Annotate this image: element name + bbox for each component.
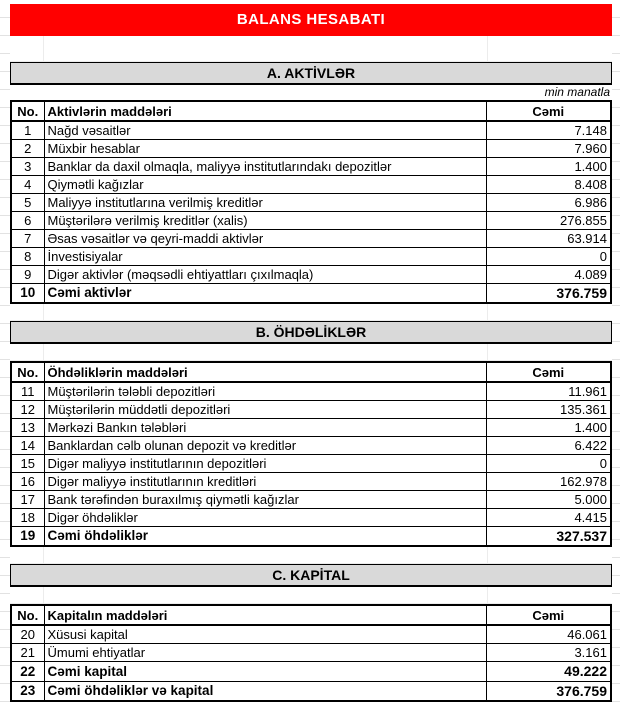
total-row-grand <box>11 681 611 701</box>
col-items-header: Öhdəliklərin maddələri <box>44 362 486 382</box>
table-row <box>11 625 611 643</box>
row-value-cell: 162.978 <box>486 472 611 490</box>
table-row <box>11 229 611 247</box>
col-no-header: No. <box>11 605 44 625</box>
assets-table <box>10 100 612 304</box>
row-value-cell: 376.759 <box>486 681 611 701</box>
row-value-cell: 63.914 <box>486 229 611 247</box>
row-label-cell: Mərkəzi Bankın tələbləri <box>44 418 486 436</box>
row-value-cell: 49.222 <box>486 661 611 681</box>
row-number-cell: 9 <box>11 265 44 283</box>
row-number-cell: 7 <box>11 229 44 247</box>
row-label-cell: Əsas vəsaitlər və qeyri-maddi aktivlər <box>44 229 486 247</box>
row-number-cell: 17 <box>11 490 44 508</box>
row-number-cell: 10 <box>11 283 44 303</box>
right-margin-gridlines <box>612 0 620 708</box>
table-row <box>11 382 611 400</box>
row-number-cell: 12 <box>11 400 44 418</box>
row-number-cell: 18 <box>11 508 44 526</box>
total-row-liabilities <box>11 526 611 546</box>
col-no-header: No. <box>11 362 44 382</box>
row-number-cell: 22 <box>11 661 44 681</box>
spacer <box>10 36 612 62</box>
row-label-cell: Müştərilərə verilmiş kreditlər (xalis) <box>44 211 486 229</box>
row-label-cell: Müxbir hesablar <box>44 139 486 157</box>
row-number-cell: 1 <box>11 121 44 139</box>
row-label-cell: Cəmi öhdəliklər və kapital <box>44 681 486 701</box>
row-value-cell: 276.855 <box>486 211 611 229</box>
table-row <box>11 139 611 157</box>
row-value-cell: 0 <box>486 454 611 472</box>
row-value-cell: 4.415 <box>486 508 611 526</box>
table-row <box>11 490 611 508</box>
col-total-header: Cəmi <box>486 362 611 382</box>
liabilities-header-row <box>11 362 611 382</box>
row-value-cell: 3.161 <box>486 643 611 661</box>
total-row-assets <box>11 283 611 303</box>
table-row <box>11 454 611 472</box>
table-row <box>11 508 611 526</box>
row-number-cell: 8 <box>11 247 44 265</box>
row-value-cell: 6.986 <box>486 193 611 211</box>
table-row <box>11 418 611 436</box>
row-label-cell: Banklar da daxil olmaqla, maliyyə institutlarındakı depozitlər <box>44 157 486 175</box>
row-number-cell: 13 <box>11 418 44 436</box>
table-row <box>11 193 611 211</box>
row-label-cell: Cəmi kapital <box>44 661 486 681</box>
table-row <box>11 400 611 418</box>
row-number-cell: 19 <box>11 526 44 546</box>
row-label-cell: Xüsusi kapital <box>44 625 486 643</box>
row-label-cell: Müştərilərin müddətli depozitləri <box>44 400 486 418</box>
row-label-cell: Digər öhdəliklər <box>44 508 486 526</box>
table-row <box>11 121 611 139</box>
row-label-cell: Qiymətli kağızlar <box>44 175 486 193</box>
row-number-cell: 6 <box>11 211 44 229</box>
row-value-cell: 11.961 <box>486 382 611 400</box>
row-value-cell: 8.408 <box>486 175 611 193</box>
row-label-cell: Ümumi ehtiyatlar <box>44 643 486 661</box>
row-value-cell: 327.537 <box>486 526 611 546</box>
row-label-cell: Cəmi öhdəliklər <box>44 526 486 546</box>
row-number-cell: 5 <box>11 193 44 211</box>
row-value-cell: 4.089 <box>486 265 611 283</box>
row-label-cell: Banklardan cəlb olunan depozit və kreditlər <box>44 436 486 454</box>
col-total-header: Cəmi <box>486 101 611 121</box>
spacer <box>10 304 612 321</box>
col-total-header: Cəmi <box>486 605 611 625</box>
row-number-cell: 21 <box>11 643 44 661</box>
row-label-cell: Bank tərəfindən buraxılmış qiymətli kağızlar <box>44 490 486 508</box>
row-number-cell: 23 <box>11 681 44 701</box>
spacer <box>10 547 612 564</box>
total-row-capital <box>11 661 611 681</box>
report-title-banner: BALANS HESABATI <box>10 4 612 36</box>
row-label-cell: Digər maliyyə institutlarının depozitləri <box>44 454 486 472</box>
assets-header-row <box>11 101 611 121</box>
row-value-cell: 0 <box>486 247 611 265</box>
row-value-cell: 7.960 <box>486 139 611 157</box>
row-value-cell: 6.422 <box>486 436 611 454</box>
left-margin-gridlines <box>0 0 10 708</box>
spacer <box>10 587 612 604</box>
col-items-header: Kapitalın maddələri <box>44 605 486 625</box>
row-label-cell: Digər aktivlər (məqsədli ehtiyattları çıxılmaqla) <box>44 265 486 283</box>
row-number-cell: 4 <box>11 175 44 193</box>
row-value-cell: 1.400 <box>486 157 611 175</box>
table-row <box>11 211 611 229</box>
table-row <box>11 436 611 454</box>
report-content <box>10 0 612 702</box>
liabilities-table <box>10 361 612 547</box>
row-label-cell: Cəmi aktivlər <box>44 283 486 303</box>
row-label-cell: Maliyyə institutlarına verilmiş kreditlər <box>44 193 486 211</box>
section-header-assets: A. AKTİVLƏR <box>10 62 612 85</box>
row-value-cell: 376.759 <box>486 283 611 303</box>
table-row <box>11 157 611 175</box>
row-label-cell: İnvestisiyalar <box>44 247 486 265</box>
row-value-cell: 46.061 <box>486 625 611 643</box>
table-row <box>11 643 611 661</box>
table-row <box>11 472 611 490</box>
row-label-cell: Digər maliyyə institutlarının kreditləri <box>44 472 486 490</box>
col-items-header: Aktivlərin maddələri <box>44 101 486 121</box>
row-number-cell: 15 <box>11 454 44 472</box>
row-value-cell: 1.400 <box>486 418 611 436</box>
row-number-cell: 11 <box>11 382 44 400</box>
row-label-cell: Müştərilərin tələbli depozitləri <box>44 382 486 400</box>
capital-table <box>10 604 612 702</box>
col-no-header: No. <box>11 101 44 121</box>
capital-header-row <box>11 605 611 625</box>
row-number-cell: 14 <box>11 436 44 454</box>
table-row <box>11 265 611 283</box>
row-value-cell: 135.361 <box>486 400 611 418</box>
row-number-cell: 20 <box>11 625 44 643</box>
section-header-liabilities: B. ÖHDƏLİKLƏR <box>10 321 612 344</box>
row-value-cell: 7.148 <box>486 121 611 139</box>
row-number-cell: 16 <box>11 472 44 490</box>
section-header-capital: C. KAPİTAL <box>10 564 612 587</box>
table-row <box>11 175 611 193</box>
row-number-cell: 2 <box>11 139 44 157</box>
unit-note: min manatla <box>544 85 610 99</box>
row-number-cell: 3 <box>11 157 44 175</box>
spacer <box>10 344 612 361</box>
row-label-cell: Nağd vəsaitlər <box>44 121 486 139</box>
table-row <box>11 247 611 265</box>
row-value-cell: 5.000 <box>486 490 611 508</box>
